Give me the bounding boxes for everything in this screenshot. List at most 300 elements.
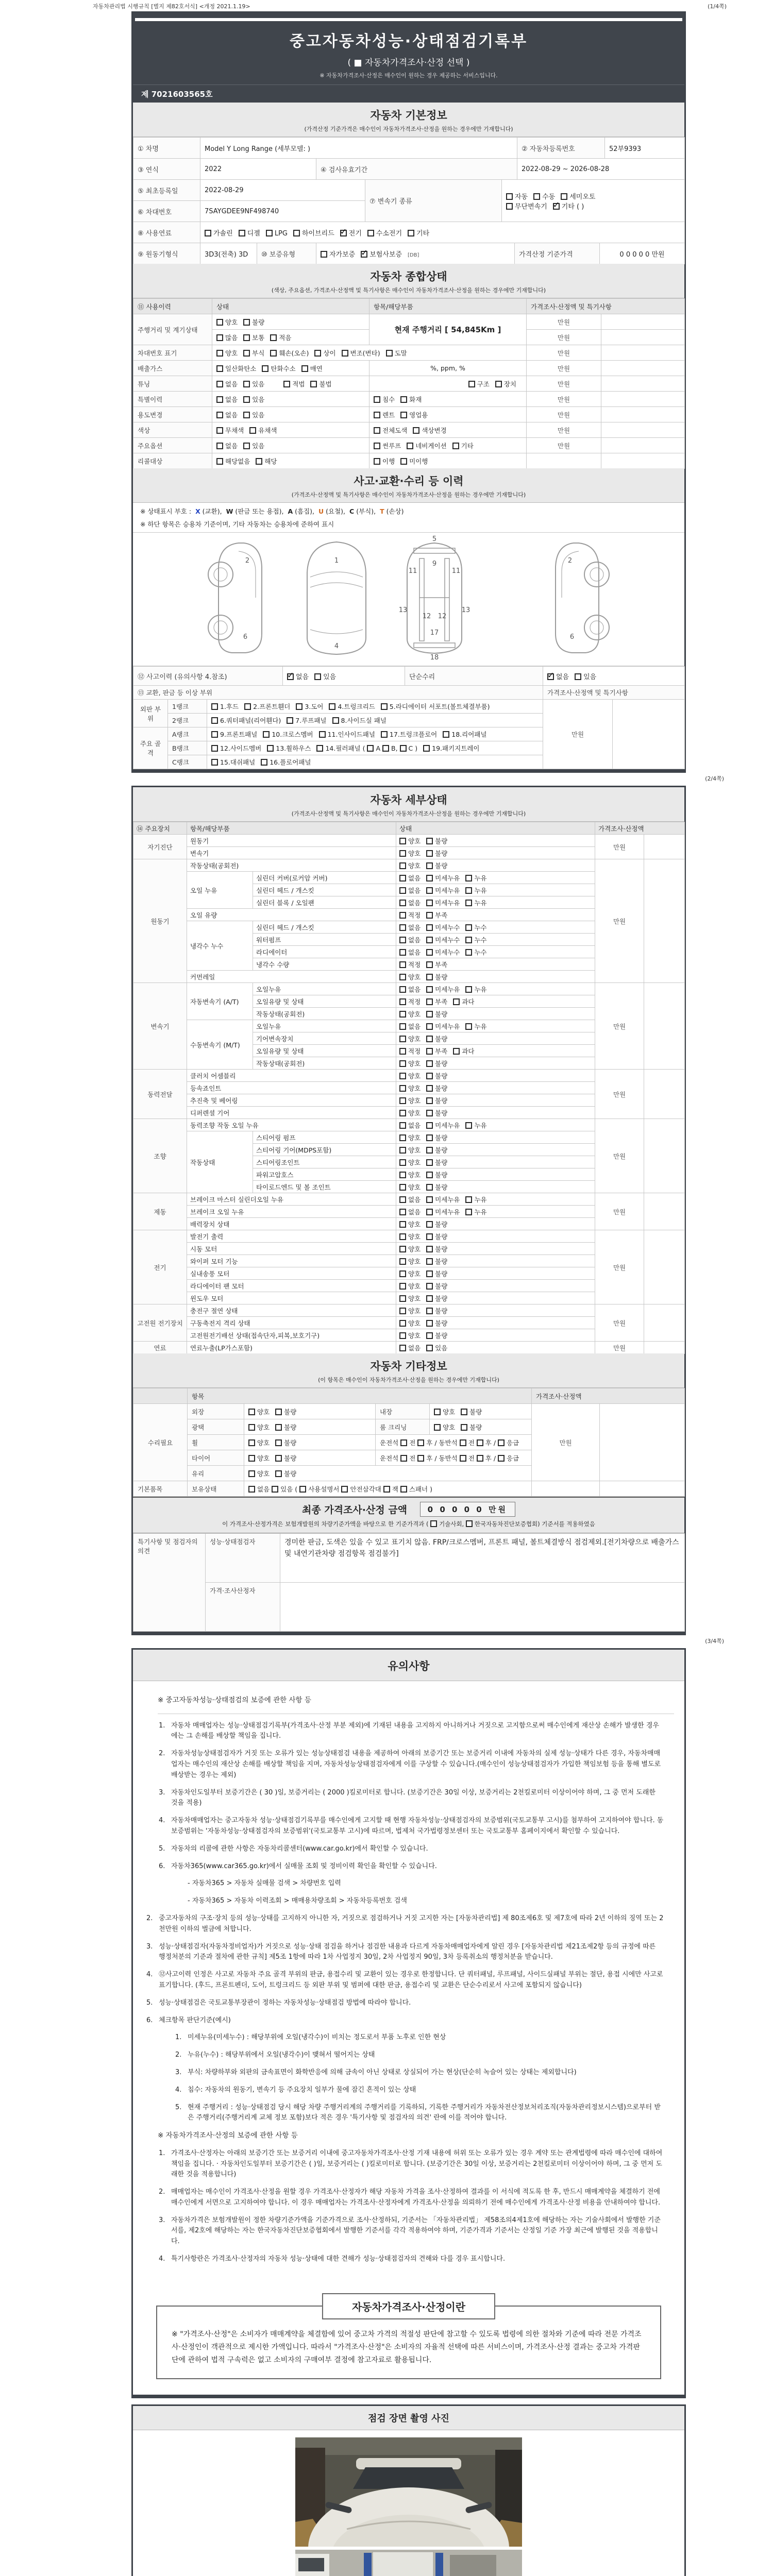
detail-item-label: 동력조향 작동 오일 누유 — [187, 1119, 396, 1131]
checkbox[interactable] — [547, 673, 554, 680]
checkbox[interactable] — [243, 334, 250, 341]
checkbox[interactable] — [248, 1470, 255, 1477]
checkbox[interactable] — [342, 350, 348, 357]
checkbox[interactable] — [211, 703, 218, 710]
check-option-label: 양호 — [408, 1096, 421, 1105]
checkbox[interactable] — [243, 381, 250, 387]
checkbox[interactable] — [426, 974, 433, 980]
check-option — [453, 1046, 474, 1056]
legend-desc: (요철), — [324, 507, 346, 515]
checkbox[interactable] — [399, 912, 406, 919]
checkbox[interactable] — [465, 949, 472, 956]
detail-item-label: 오일누유 — [253, 1020, 396, 1032]
checkbox[interactable] — [434, 1409, 441, 1415]
checkbox[interactable] — [266, 230, 273, 236]
segment-text: ) — [430, 1485, 432, 1493]
checkbox[interactable] — [275, 1424, 282, 1431]
checkbox[interactable] — [399, 900, 406, 906]
checkbox[interactable] — [426, 862, 433, 869]
checkbox[interactable] — [426, 1097, 433, 1104]
checkbox[interactable] — [399, 875, 406, 882]
checkbox[interactable] — [466, 1520, 473, 1527]
checkbox[interactable] — [216, 458, 223, 465]
checkbox[interactable] — [465, 875, 472, 882]
checkbox[interactable] — [329, 703, 335, 710]
opinion-table — [133, 1533, 685, 1632]
checkbox[interactable] — [426, 912, 433, 919]
checkbox[interactable] — [243, 350, 250, 357]
checkbox[interactable] — [426, 949, 433, 956]
checkbox[interactable] — [465, 986, 472, 993]
final-note-post: ) 기준서를 적용하였음 — [537, 1520, 595, 1528]
checkbox[interactable] — [321, 251, 327, 258]
checkbox[interactable] — [430, 1520, 437, 1527]
checkbox[interactable] — [283, 381, 290, 387]
overall-row-label: 차대번호 표기 — [133, 345, 212, 361]
checkbox[interactable] — [498, 1455, 505, 1462]
checkbox[interactable] — [460, 1455, 466, 1462]
notice-text: 성능·상태점검은 국토교통부장관이 정하는 자동차성능·상태점검 방법에 따라야 합니다. — [159, 1998, 411, 2007]
checkbox[interactable] — [211, 731, 218, 738]
checkbox[interactable] — [434, 1424, 441, 1431]
check-option-label: 없음 — [408, 874, 421, 882]
checkbox[interactable] — [426, 937, 433, 943]
checkbox[interactable] — [465, 1122, 472, 1129]
checkbox[interactable] — [426, 1320, 433, 1327]
checkbox[interactable] — [374, 443, 380, 449]
checkbox[interactable] — [381, 703, 388, 710]
checkbox[interactable] — [426, 1122, 433, 1129]
checkbox[interactable] — [426, 1308, 433, 1314]
checkbox[interactable] — [426, 1134, 433, 1141]
checkbox[interactable] — [399, 1036, 406, 1042]
checkbox[interactable] — [270, 334, 277, 341]
checkbox[interactable] — [426, 850, 433, 857]
checkbox[interactable] — [399, 1172, 406, 1178]
check-option-label: 보험사보증 — [369, 250, 402, 259]
checkbox[interactable] — [460, 1439, 466, 1446]
checkbox[interactable] — [399, 887, 406, 894]
checkbox[interactable] — [399, 862, 406, 869]
checkbox[interactable] — [399, 1320, 406, 1327]
panel-item-label: 18.리어패널 — [451, 731, 487, 738]
checkbox[interactable] — [243, 443, 250, 449]
checkbox[interactable] — [465, 1209, 472, 1215]
checkbox[interactable] — [426, 1023, 433, 1030]
checkbox[interactable] — [256, 458, 262, 465]
detail-header — [133, 787, 684, 822]
checkbox[interactable] — [374, 458, 380, 465]
checkbox[interactable] — [216, 443, 223, 449]
checkbox[interactable] — [243, 319, 250, 326]
checkbox[interactable] — [426, 1172, 433, 1178]
checkbox[interactable] — [399, 1073, 406, 1079]
check-option-label: 양호 — [408, 1257, 421, 1265]
checkbox[interactable] — [399, 1134, 406, 1141]
checkbox[interactable] — [426, 1060, 433, 1067]
checkbox[interactable] — [374, 396, 380, 403]
checkbox[interactable] — [426, 1184, 433, 1191]
checkbox[interactable] — [399, 1122, 406, 1129]
etc-item-label-2: 룸 크리닝 — [376, 1419, 430, 1435]
checkbox[interactable] — [506, 193, 513, 200]
checkbox[interactable] — [461, 1409, 467, 1415]
check-option-label: 불량 — [284, 1469, 297, 1478]
checkbox[interactable] — [399, 924, 406, 931]
checkbox[interactable] — [426, 961, 433, 968]
check-option-label: 양호 — [408, 1059, 421, 1067]
overall-row — [133, 345, 685, 361]
check-option-label: 적정 — [408, 997, 421, 1006]
checkbox[interactable] — [426, 1209, 433, 1215]
checkbox[interactable] — [275, 1455, 282, 1462]
check-option-label: 과다 — [462, 1047, 475, 1055]
checkbox[interactable] — [426, 887, 433, 894]
overall-cell — [369, 361, 527, 376]
checkbox[interactable] — [426, 900, 433, 906]
checkbox[interactable] — [400, 745, 407, 752]
checkbox[interactable] — [340, 230, 347, 236]
notice-paragraph — [175, 2032, 664, 2043]
checkbox[interactable] — [400, 1439, 407, 1446]
check-option — [216, 333, 238, 342]
basic-items-label: 보유상태 — [188, 1481, 244, 1497]
notice-number: 5. — [146, 1998, 153, 2007]
checkbox[interactable] — [216, 412, 223, 418]
checkbox[interactable] — [399, 1159, 406, 1166]
notice-paragraph — [159, 1721, 664, 1742]
checkbox[interactable] — [399, 937, 406, 943]
checkbox[interactable] — [399, 1110, 406, 1116]
notice-heading — [158, 2130, 664, 2142]
checkbox[interactable] — [408, 230, 414, 236]
checkbox[interactable] — [426, 1011, 433, 1018]
checkbox[interactable] — [248, 1486, 255, 1493]
checkbox[interactable] — [267, 745, 274, 752]
detail-state-cell — [396, 1243, 595, 1255]
checkbox[interactable] — [399, 974, 406, 980]
checkbox[interactable] — [399, 1023, 406, 1030]
checkbox[interactable] — [426, 1283, 433, 1290]
checkbox[interactable] — [299, 1486, 306, 1493]
checkbox[interactable] — [248, 1409, 255, 1415]
checkbox[interactable] — [399, 1184, 406, 1191]
checkbox[interactable] — [426, 1036, 433, 1042]
checkbox[interactable] — [426, 1258, 433, 1265]
checkbox[interactable] — [399, 1085, 406, 1092]
notice-heading — [158, 1695, 674, 1714]
check-option — [399, 1083, 421, 1093]
checkbox[interactable] — [465, 1196, 472, 1203]
check-option-label: 불법 — [319, 380, 332, 388]
checkbox[interactable] — [261, 759, 267, 766]
checkbox[interactable] — [407, 443, 413, 449]
check-option — [426, 1343, 447, 1352]
checkbox[interactable] — [399, 1221, 406, 1228]
checkbox[interactable] — [243, 412, 250, 418]
checkbox[interactable] — [374, 412, 380, 418]
checkbox[interactable] — [426, 1159, 433, 1166]
check-option — [426, 923, 460, 932]
checkbox[interactable] — [293, 230, 300, 236]
checkbox[interactable] — [367, 230, 374, 236]
checkbox[interactable] — [216, 381, 223, 387]
checkbox[interactable] — [399, 850, 406, 857]
checkbox[interactable] — [426, 1085, 433, 1092]
price-cell: 만원 — [527, 438, 601, 453]
checkbox[interactable] — [426, 1246, 433, 1252]
check-option — [216, 348, 238, 358]
col-price: 가격조사·산정액 및 특기사항 — [527, 299, 685, 314]
checkbox[interactable] — [399, 1308, 406, 1314]
checkbox[interactable] — [413, 427, 419, 434]
checkbox[interactable] — [248, 1455, 255, 1462]
notice-number: 4. — [159, 2255, 165, 2263]
check-option — [262, 364, 295, 373]
checkbox[interactable] — [417, 1439, 424, 1446]
checkbox[interactable] — [468, 381, 475, 387]
checkbox[interactable] — [399, 1283, 406, 1290]
checkbox[interactable] — [205, 230, 211, 236]
checkbox[interactable] — [367, 745, 374, 752]
checkbox[interactable] — [211, 717, 218, 724]
engine-type-value: 3D3(전축) 3D — [200, 243, 257, 264]
checkbox[interactable] — [216, 334, 223, 341]
etc-item-label: 유리 — [188, 1466, 244, 1481]
checkbox[interactable] — [399, 961, 406, 968]
checkbox[interactable] — [399, 1270, 406, 1277]
checkbox[interactable] — [498, 1439, 505, 1446]
check-option-label: 화재 — [409, 395, 422, 403]
checkbox[interactable] — [426, 1110, 433, 1116]
checkbox[interactable] — [301, 365, 308, 372]
checkbox[interactable] — [426, 1073, 433, 1079]
checkbox[interactable] — [399, 1097, 406, 1104]
checkbox[interactable] — [275, 1409, 282, 1415]
checkbox[interactable] — [443, 731, 449, 738]
check-option-label: 양호 — [408, 973, 421, 981]
detail-price-note — [644, 1119, 685, 1193]
detail-item-label: 시동 모터 — [187, 1243, 396, 1255]
notice-header — [133, 1650, 684, 1681]
checkbox[interactable] — [553, 203, 560, 210]
check-option — [374, 395, 395, 404]
checkbox[interactable] — [400, 412, 407, 418]
check-option — [400, 395, 422, 404]
checkbox[interactable] — [426, 1196, 433, 1203]
checkbox[interactable] — [399, 986, 406, 993]
checkbox[interactable] — [399, 1209, 406, 1215]
checkbox[interactable] — [399, 1295, 406, 1302]
checkbox[interactable] — [465, 900, 472, 906]
checkbox[interactable] — [399, 1011, 406, 1018]
checkbox[interactable] — [382, 745, 389, 752]
check-option-label: 변조(변타) — [350, 349, 380, 357]
checkbox[interactable] — [453, 998, 460, 1005]
check-option-label: 색상변경 — [422, 426, 447, 434]
checkbox[interactable] — [426, 924, 433, 931]
checkbox[interactable] — [211, 745, 218, 752]
check-option-label: 누유 — [474, 1121, 487, 1129]
checkbox[interactable] — [426, 998, 433, 1005]
check-option — [399, 898, 421, 907]
check-option — [243, 333, 264, 342]
checkbox[interactable] — [249, 427, 256, 434]
checkbox[interactable] — [275, 1470, 282, 1477]
detail-state-cell — [396, 1329, 595, 1342]
checkbox[interactable] — [361, 251, 367, 258]
checkbox[interactable] — [399, 838, 406, 844]
checkbox[interactable] — [314, 350, 321, 357]
checkbox[interactable] — [465, 924, 472, 931]
notice-number: 2. — [146, 1914, 153, 1922]
legend-prefix: ※ 상태표시 부호 : — [140, 507, 192, 515]
checkbox[interactable] — [243, 396, 250, 403]
detail-item-label: 충전구 절연 상태 — [187, 1304, 396, 1317]
check-option — [468, 379, 490, 388]
checkbox[interactable] — [211, 759, 218, 766]
checkbox[interactable] — [465, 1023, 472, 1030]
check-option — [426, 1257, 447, 1266]
checkbox[interactable] — [275, 1439, 282, 1446]
check-option-label: 불량 — [284, 1423, 297, 1431]
checkbox[interactable] — [216, 396, 223, 403]
checkbox[interactable] — [461, 1424, 467, 1431]
checkbox[interactable] — [465, 887, 472, 894]
overall-row-label: 주행거리 및 계기상태 — [133, 314, 212, 345]
check-option-label: 없음 — [408, 1121, 421, 1129]
checkbox[interactable] — [263, 731, 270, 738]
checkbox[interactable] — [287, 673, 294, 680]
checkbox[interactable] — [262, 365, 268, 372]
checkbox[interactable] — [399, 1147, 406, 1154]
checkbox[interactable] — [400, 396, 407, 403]
checkbox[interactable] — [506, 203, 513, 210]
checkbox[interactable] — [575, 673, 581, 680]
check-option-label: 불량 — [284, 1438, 297, 1447]
check-option-label: 적음 — [279, 333, 292, 342]
checkbox[interactable] — [399, 1258, 406, 1265]
page-marker-3: (3/4쪽) — [705, 1638, 724, 1645]
checkbox[interactable] — [533, 193, 540, 200]
panel-item-label: 2.프론트휀더 — [253, 703, 291, 710]
checkbox[interactable] — [386, 350, 393, 357]
checkbox[interactable] — [399, 1060, 406, 1067]
checkbox[interactable] — [287, 717, 293, 724]
checkbox[interactable] — [374, 427, 380, 434]
checkbox[interactable] — [399, 1246, 406, 1252]
checkbox[interactable] — [216, 350, 223, 357]
detail-sub-label: 작동상태 — [187, 1131, 253, 1193]
checkbox[interactable] — [400, 1486, 407, 1493]
checkbox[interactable] — [216, 319, 223, 326]
checkbox[interactable] — [341, 1486, 348, 1493]
checkbox[interactable] — [399, 1332, 406, 1339]
checkbox[interactable] — [400, 458, 407, 465]
checkbox[interactable] — [423, 745, 430, 752]
checkbox[interactable] — [270, 350, 277, 357]
check-option-label: 없음 — [408, 886, 421, 894]
checkbox[interactable] — [426, 1270, 433, 1277]
checkbox[interactable] — [296, 703, 303, 710]
checkbox[interactable] — [495, 381, 502, 387]
checkbox[interactable] — [399, 949, 406, 956]
detail-state-cell — [396, 884, 595, 896]
checkbox[interactable] — [426, 1233, 433, 1240]
checkbox[interactable] — [272, 1486, 278, 1493]
check-option-label: 없음 — [556, 673, 569, 681]
checkbox[interactable] — [426, 1345, 433, 1351]
panel-item — [287, 716, 326, 725]
checkbox[interactable] — [453, 1048, 460, 1055]
device-group-label: 전기 — [133, 1230, 187, 1304]
checkbox[interactable] — [426, 838, 433, 844]
checkbox[interactable] — [316, 745, 323, 752]
check-option-label: 부식 — [252, 349, 265, 357]
detail-item-label: 스티어링조인트 — [253, 1156, 396, 1168]
checkbox[interactable] — [319, 731, 326, 738]
checkbox[interactable] — [248, 1439, 255, 1446]
overall-cell — [212, 422, 369, 438]
checkbox[interactable] — [477, 1455, 483, 1462]
checkbox[interactable] — [239, 230, 245, 236]
check-option-label: 미세누유 — [435, 886, 460, 894]
checkbox[interactable] — [426, 1221, 433, 1228]
checkbox[interactable] — [399, 998, 406, 1005]
checkbox[interactable] — [561, 193, 567, 200]
checkbox[interactable] — [426, 1295, 433, 1302]
checkbox[interactable] — [216, 365, 223, 372]
checkbox[interactable] — [426, 1048, 433, 1055]
checkbox[interactable] — [400, 1455, 407, 1462]
checkbox[interactable] — [426, 986, 433, 993]
checkbox[interactable] — [477, 1439, 483, 1446]
checkbox[interactable] — [381, 731, 388, 738]
notice-text: 특기사항란은 가격조사·산정자의 자동차 성능·상태에 대한 견해가 성능·상태점검자의 견해와 다를 경우 표시합니다. — [171, 2255, 506, 2263]
segment-text: 후 / — [485, 1438, 498, 1447]
checkbox[interactable] — [426, 1147, 433, 1154]
check-option-label: 양호 — [408, 1269, 421, 1278]
check-option — [270, 333, 291, 342]
overall-row — [133, 376, 685, 392]
checkbox[interactable] — [399, 1196, 406, 1203]
overall-cell — [369, 453, 527, 469]
checkbox[interactable] — [426, 1332, 433, 1339]
detail-item-label: 커먼레일 — [187, 971, 396, 983]
checkbox[interactable] — [452, 443, 459, 449]
checkbox[interactable] — [383, 1486, 390, 1493]
checkbox[interactable] — [332, 717, 339, 724]
checkbox[interactable] — [310, 381, 317, 387]
checkbox[interactable] — [417, 1455, 424, 1462]
checkbox[interactable] — [399, 1048, 406, 1055]
notice-paragraph — [159, 2215, 664, 2247]
checkbox[interactable] — [426, 875, 433, 882]
rank-price-note — [613, 700, 685, 769]
check-option-label: 기타 ( ) — [561, 202, 584, 211]
check-option-label: 불량 — [435, 1010, 448, 1018]
checkbox[interactable] — [399, 1345, 406, 1351]
checkbox[interactable] — [248, 1424, 255, 1431]
check-option-label: 훼손(오손) — [279, 349, 309, 357]
checkbox[interactable] — [314, 673, 321, 680]
checkbox[interactable] — [244, 703, 251, 710]
checkbox[interactable] — [399, 1233, 406, 1240]
check-option-label: 양호 — [225, 318, 238, 326]
checkbox[interactable] — [216, 427, 223, 434]
checkbox[interactable] — [465, 937, 472, 943]
check-option — [465, 985, 486, 994]
